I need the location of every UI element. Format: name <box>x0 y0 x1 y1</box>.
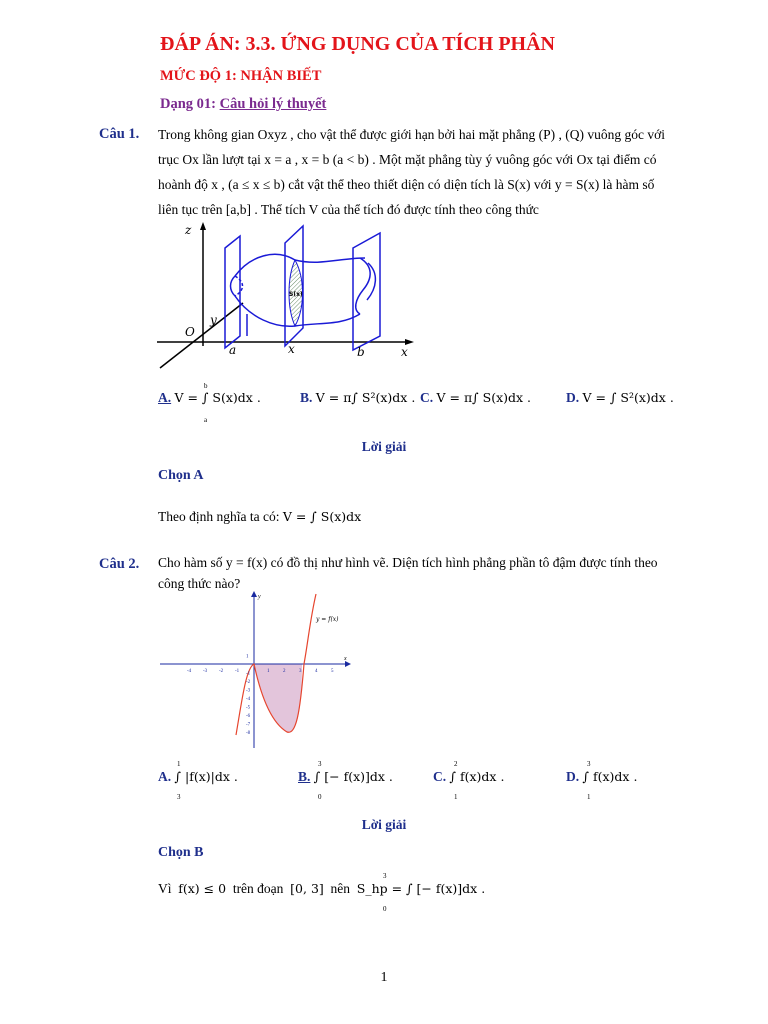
origin-label: O <box>185 325 195 339</box>
q2-explain-lower: 0 <box>383 905 387 913</box>
x-tick-label: 4 <box>315 669 318 674</box>
q2-option-c-formula: ∫ f(x)dx . <box>449 769 505 784</box>
q1-option-a-formula: V = ∫ S(x)dx . <box>174 390 261 405</box>
q1-line-3: hoành độ x , (a ≤ x ≤ b) cắt vật thể theo thiết diện có diện tích là S(x) với y = S(x) là hàm số <box>158 177 655 192</box>
y-label: y <box>210 313 217 327</box>
page-number: 1 <box>380 970 388 985</box>
page-title: ĐÁP ÁN: 3.3. ỨNG DỤNG CỦA TÍCH PHÂN <box>160 33 555 55</box>
q1-option-c[interactable]: C. V = π∫ S(x)dx . <box>420 390 532 405</box>
q1-option-d-formula: V = ∫ S²(x)dx . <box>582 390 674 405</box>
curve-label: y = f(x) <box>316 616 339 623</box>
q1-limit-lower: a <box>204 416 208 424</box>
x-tick-label: 5 <box>331 669 334 674</box>
question-2-text <box>158 552 704 594</box>
q2-option-c[interactable]: C. ∫ f(x)dx . <box>433 769 505 784</box>
q1-option-b[interactable]: B. V = π∫ S²(x)dx . <box>300 390 416 405</box>
q1-line-2: trục Ox lần lượt tại x = a , x = b (a < b) . Một mặt phẳng tùy ý vuông góc với Ox tại điểm có <box>158 152 657 167</box>
y-tick-label: -7 <box>246 722 251 728</box>
a-label: a <box>229 343 237 357</box>
q2-option-b[interactable]: B. ∫ [− f(x)]dx . <box>298 769 393 784</box>
q2-choice: Chọn B <box>158 845 204 860</box>
q2-a-upper: 1 <box>177 760 181 768</box>
q1-explain-formula: V = ∫ S(x)dx <box>282 509 362 524</box>
x-tick-label: 2 <box>283 669 286 674</box>
q2-explain-upper: 3 <box>383 872 387 880</box>
q1-limit-upper: b <box>204 382 208 390</box>
x-tick-label: -1 <box>235 669 240 674</box>
q2-option-d-formula: ∫ f(x)dx . <box>582 769 638 784</box>
y-tick-label: -2 <box>246 680 251 685</box>
y-tick-label: -4 <box>246 697 251 702</box>
plane-q <box>353 233 380 350</box>
y-tick-label: -3 <box>246 688 251 694</box>
q2-option-a[interactable]: A. ∫ |f(x)|dx . <box>158 769 238 784</box>
q2-explanation: Vì f(x) ≤ 0 trên đoạn [0, 3] nên S_hp = ∫ [− f(x)]dx . <box>158 881 486 896</box>
x-tick-label: -3 <box>203 669 208 674</box>
q1-explain-prefix: Theo định nghĩa ta có: <box>158 509 280 524</box>
q2-option-b-formula: ∫ [− f(x)]dx . <box>313 769 393 784</box>
function-graph <box>158 590 354 750</box>
x-tick-label: 3 <box>299 669 302 674</box>
x-tick-label: -2 <box>219 669 224 674</box>
q1-explanation <box>158 509 361 525</box>
q2-b-lower: 0 <box>318 793 322 801</box>
q2-d-upper: 3 <box>587 760 591 768</box>
shaded-region <box>254 664 302 732</box>
q2-d-lower: 1 <box>587 793 591 801</box>
q1-options <box>158 390 718 422</box>
question-1-text <box>158 122 704 222</box>
q1-option-c-formula: V = π∫ S(x)dx . <box>436 390 532 405</box>
y-tick-label: -6 <box>246 714 251 719</box>
q2-area-formula: S_hp = ∫ [− f(x)]dx . <box>356 881 486 896</box>
q2-c-upper: 2 <box>454 760 458 768</box>
level-heading: MỨC ĐỘ 1: NHẬN BIẾT <box>160 68 322 84</box>
type-heading <box>160 96 326 113</box>
y-axis <box>160 303 243 368</box>
graph-y-name: y <box>258 594 261 600</box>
q1-line-4: liên tục trên [a,b] . Thể tích V của thể tích đó được tính theo công thức <box>158 202 539 217</box>
z-label: z <box>185 223 192 237</box>
q2-condition: f(x) ≤ 0 <box>178 881 227 896</box>
y-tick-label: -5 <box>246 705 251 711</box>
q2-a-lower: 3 <box>177 793 181 801</box>
graph-x-name: x <box>344 656 347 662</box>
q1-solution-title: Lời giải <box>361 439 407 454</box>
question-2-label: Câu 2. <box>99 556 140 572</box>
question-1-label: Câu 1. <box>99 126 140 142</box>
x-tick-label: -4 <box>187 669 192 674</box>
solid-figure <box>155 218 420 370</box>
q2-option-d[interactable]: D. ∫ f(x)dx . <box>566 769 638 784</box>
type-prefix: Dạng 01: <box>160 96 216 112</box>
y-tick-label: -1 <box>246 671 251 677</box>
q1-option-a[interactable]: A. V = ∫ S(x)dx . <box>158 390 261 405</box>
b-label: b <box>357 345 365 359</box>
q2-c-lower: 1 <box>454 793 458 801</box>
q2-line-2: công thức nào? <box>158 576 241 591</box>
q2-interval: [0, 3] <box>290 881 324 896</box>
s-label: S(x) <box>289 291 303 298</box>
q1-option-d[interactable]: D. V = ∫ S²(x)dx . <box>566 390 674 405</box>
y-tick-label: 1 <box>246 654 249 660</box>
q2-solution-title: Lời giải <box>361 817 407 832</box>
x-axis-label: x <box>401 345 408 359</box>
q2-b-upper: 3 <box>318 760 322 768</box>
type-label: Câu hỏi lý thuyết <box>219 96 327 112</box>
q1-choice: Chọn A <box>158 468 204 483</box>
q2-option-a-formula: ∫ |f(x)|dx . <box>174 769 238 784</box>
q1-option-b-formula: V = π∫ S²(x)dx . <box>315 390 416 405</box>
q2-options <box>158 769 718 801</box>
x-tick-label: 1 <box>267 669 270 674</box>
q1-line-1: Trong không gian Oxyz , cho vật thể được giới hạn bởi hai mặt phẳng (P) , (Q) vuông góc với <box>158 127 666 142</box>
q2-line-1: Cho hàm số y = f(x) có đồ thị như hình vẽ. Diện tích hình phẳng phần tô đậm được tính theo <box>158 555 658 570</box>
y-tick-label: -8 <box>246 731 251 736</box>
x-mark-label: x <box>288 342 295 356</box>
